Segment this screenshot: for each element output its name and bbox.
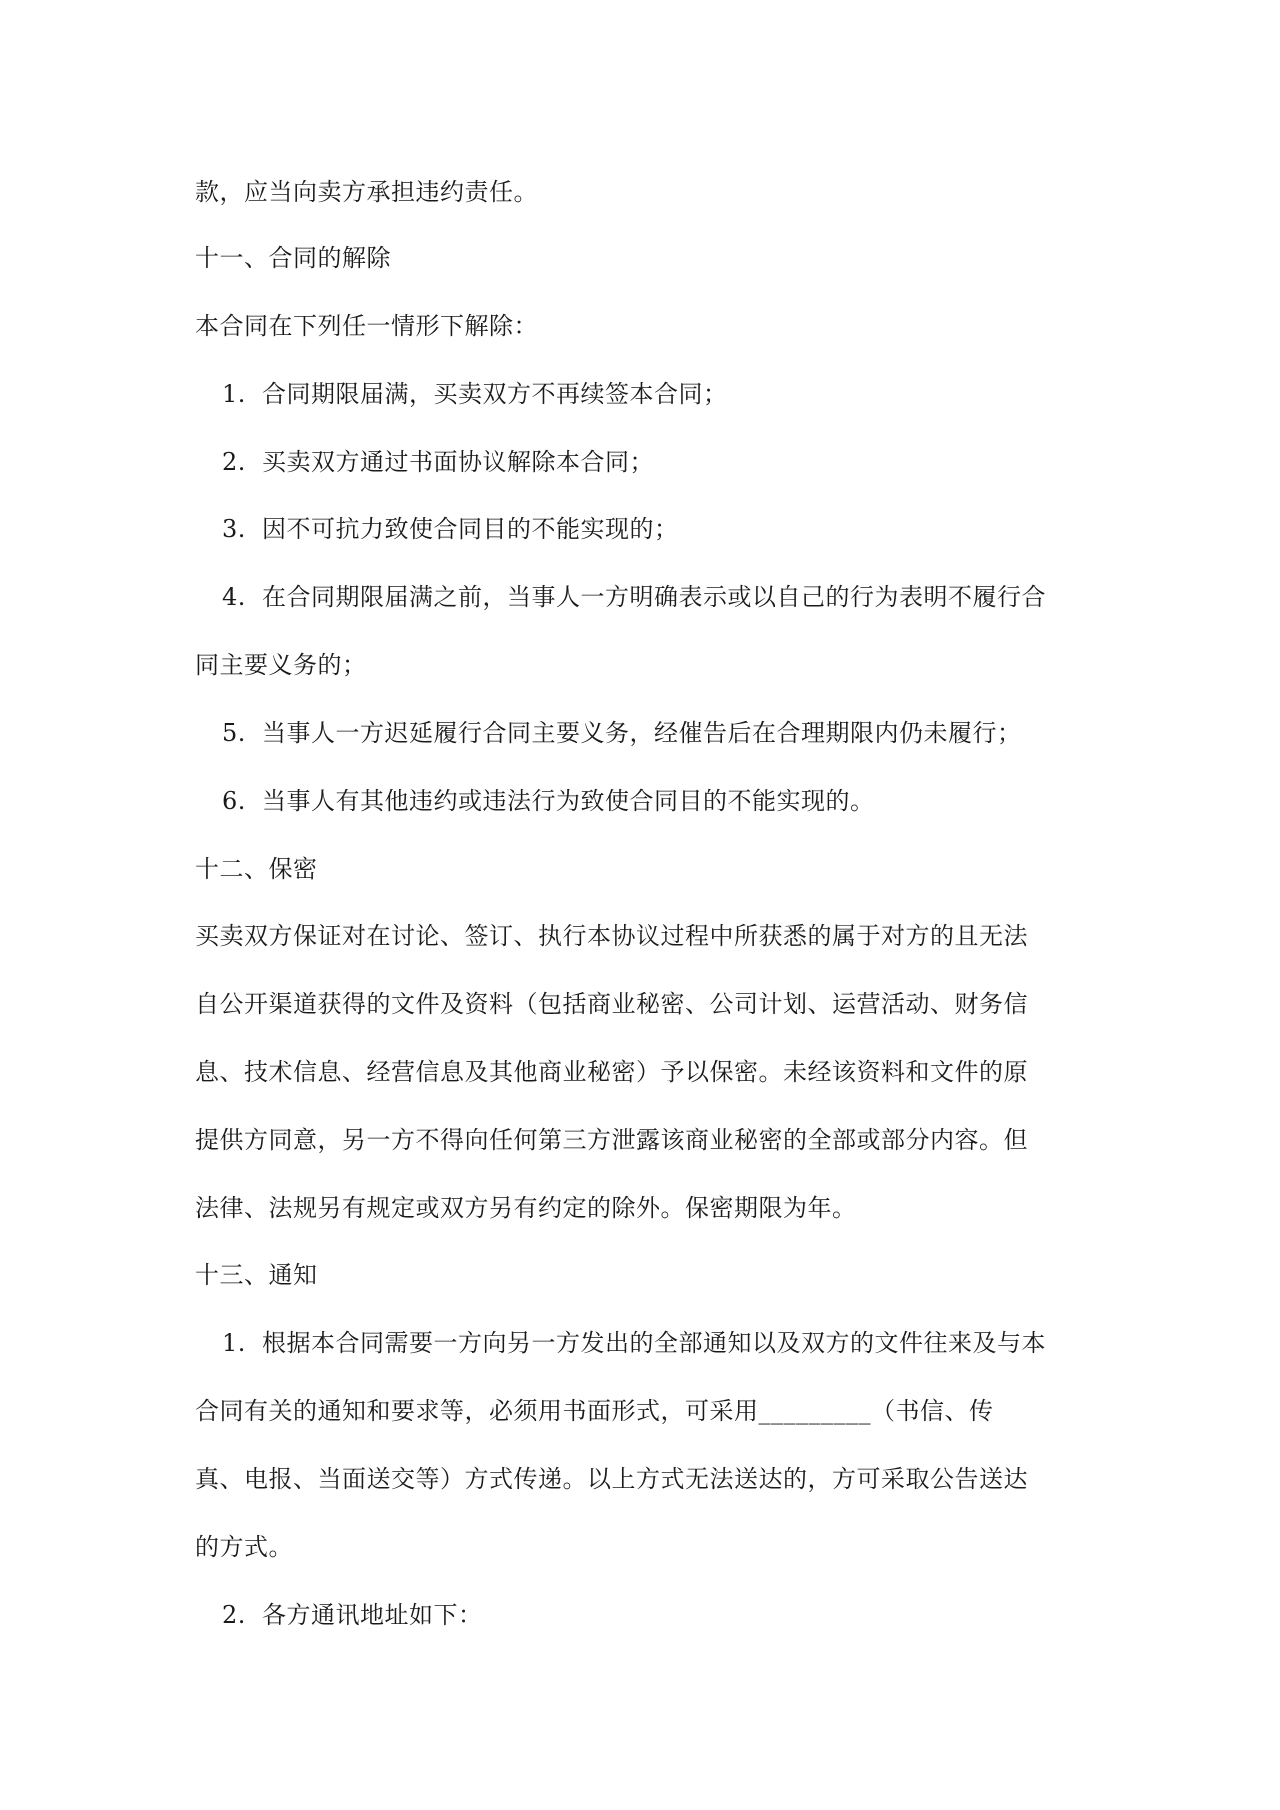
paragraph-continuation: 款，应当向卖方承担违约责任。 xyxy=(195,178,538,206)
list-item-text: 买卖双方通过书面协议解除本合同； xyxy=(262,448,654,476)
section-11-intro: 本合同在下列任一情形下解除： xyxy=(195,312,538,340)
list-item-number: 3. xyxy=(222,515,246,543)
list-item xyxy=(222,784,1122,818)
list-item-number: 4. xyxy=(222,583,246,611)
list-item-continuation: 合同有关的通知和要求等，必须用书面形式，可采用_________（书信、传 xyxy=(195,1397,994,1425)
paragraph-line: 提供方同意，另一方不得向任何第三方泄露该商业秘密的全部或部分内容。但 xyxy=(195,1126,1028,1154)
list-item-continuation: 同主要义务的； xyxy=(195,651,367,679)
list-item-text: 根据本合同需要一方向另一方发出的全部通知以及双方的文件往来及与本 xyxy=(262,1329,1046,1357)
list-item xyxy=(222,445,1122,479)
paragraph-line: 自公开渠道获得的文件及资料（包括商业秘密、公司计划、运营活动、财务信 xyxy=(195,990,1028,1018)
list-item-text: 当事人有其他违约或违法行为致使合同目的不能实现的。 xyxy=(262,787,875,815)
list-item-number: 2. xyxy=(222,1601,246,1629)
list-item-text: 在合同期限届满之前，当事人一方明确表示或以自己的行为表明不履行合 xyxy=(262,583,1046,611)
list-item xyxy=(222,1326,1122,1360)
list-item xyxy=(222,377,1122,411)
list-item-text: 当事人一方迟延履行合同主要义务，经催告后在合理期限内仍未履行； xyxy=(262,719,1022,747)
list-item-continuation: 的方式。 xyxy=(195,1533,293,1561)
list-item-text: 各方通讯地址如下： xyxy=(262,1601,483,1629)
paragraph-line: 买卖双方保证对在讨论、签订、执行本协议过程中所获悉的属于对方的且无法 xyxy=(195,922,1028,950)
list-item-text: 因不可抗力致使合同目的不能实现的； xyxy=(262,515,679,543)
list-item-continuation: 真、电报、当面送交等）方式传递。以上方式无法送达的，方可采取公告送达 xyxy=(195,1465,1028,1493)
list-item-text: 合同期限届满，买卖双方不再续签本合同； xyxy=(262,380,728,408)
list-item xyxy=(222,580,1122,614)
list-item xyxy=(222,1598,1122,1632)
section-heading-13: 十三、通知 xyxy=(195,1261,318,1289)
list-item-number: 2. xyxy=(222,448,246,476)
list-item-number: 1. xyxy=(222,380,246,408)
list-item-number: 1. xyxy=(222,1329,246,1357)
paragraph-line: 法律、法规另有规定或双方另有约定的除外。保密期限为年。 xyxy=(195,1194,857,1222)
list-item-number: 5. xyxy=(222,719,246,747)
list-item xyxy=(222,716,1122,750)
list-item-number: 6. xyxy=(222,787,246,815)
section-heading-11: 十一、合同的解除 xyxy=(195,244,391,272)
list-item xyxy=(222,512,1122,546)
paragraph-line: 息、技术信息、经营信息及其他商业秘密）予以保密。未经该资料和文件的原 xyxy=(195,1058,1028,1086)
section-heading-12: 十二、保密 xyxy=(195,855,318,883)
